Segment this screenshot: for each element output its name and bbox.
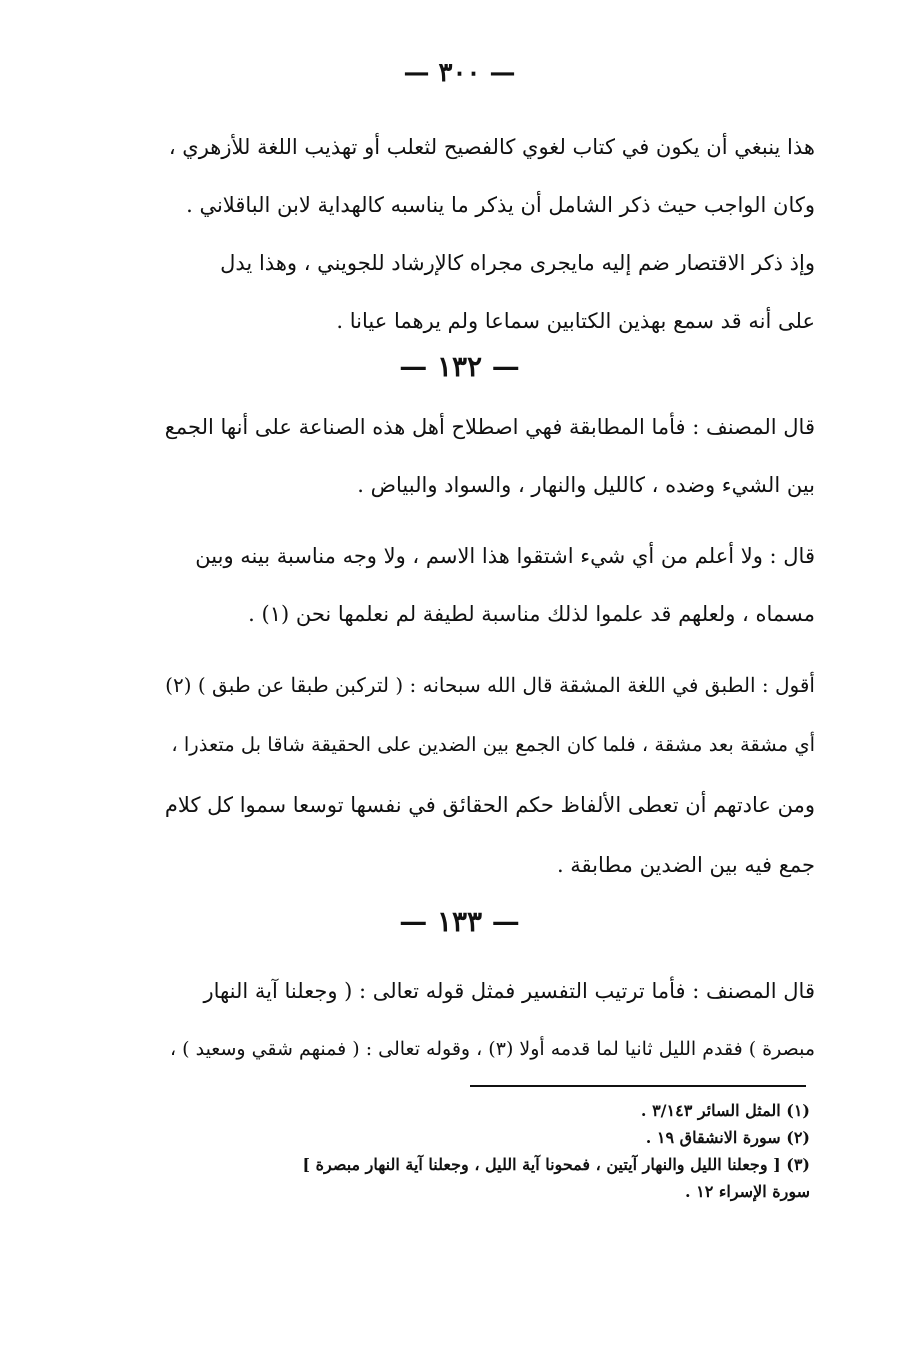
- section-132-paragraph-3: [160, 655, 815, 895]
- text-line: ومن عادتهم أن تعطى الألفاظ حكم الحقائق في نفسها توسعا سموا كل كلام: [164, 793, 815, 817]
- text-line: قال المصنف : فأما ترتيب التفسير فمثل قوله تعالى : ( وجعلنا آية النهار: [203, 979, 815, 1003]
- section-heading-133: — ١٣٣ —: [399, 905, 520, 938]
- section-heading-132: — ١٣٢ —: [399, 350, 520, 383]
- text-line: على أنه قد سمع بهذين الكتابين سماعا ولم يرهما عيانا .: [336, 309, 815, 333]
- text-line: أقول : الطبق في اللغة المشقة قال الله سبحانه : ( لتركبن طبقا عن طبق ) (٢): [165, 673, 815, 697]
- text-line: جمع فيه بين الضدين مطابقة .: [556, 853, 815, 877]
- section-132-paragraph-2: [160, 527, 815, 643]
- text-line: قال : ولا أعلم من أي شيء اشتقوا هذا الاسم ، ولا وجه مناسبة بينه وبين: [195, 544, 815, 568]
- text-line: هذا ينبغي أن يكون في كتاب لغوي كالفصيح لثعلب أو تهذيب اللغة للأزهري ،: [168, 135, 815, 159]
- page-number: — ٣٠٠ —: [403, 58, 516, 88]
- footnote-2: (٢) سورة الانشقاق ١٩ .: [645, 1128, 810, 1147]
- text-line: أي مشقة بعد مشقة ، فلما كان الجمع بين الضدين على الحقيقة شاقا بل متعذرا ،: [171, 733, 815, 756]
- footnote-3: (٣) [ وجعلنا الليل والنهار آيتين ، فمحونا آية الليل ، وجعلنا آية النهار مبصرة ]: [302, 1155, 810, 1174]
- footnotes: [150, 1097, 810, 1205]
- footnote-separator: [470, 1085, 806, 1087]
- text-line: مبصرة ) فقدم الليل ثانيا لما قدمه أولا (٣) ، وقوله تعالى : ( فمنهم شقي وسعيد ) ،: [169, 1038, 815, 1060]
- footnote-1: (١) المثل السائر ٣/١٤٣ .: [640, 1101, 810, 1120]
- text-line: بين الشيء وضده ، كالليل والنهار ، والسواد والبياض .: [357, 473, 815, 497]
- text-line: قال المصنف : فأما المطابقة فهي اصطلاح أهل هذه الصناعة على أنها الجمع: [164, 415, 815, 439]
- text-line: وإذ ذكر الاقتصار ضم إليه مايجرى مجراه كالإرشاد للجويني ، وهذا يدل: [220, 251, 815, 275]
- text-line: وكان الواجب حيث ذكر الشامل أن يذكر ما يناسبه كالهداية لابن الباقلاني .: [186, 193, 815, 217]
- section-132-paragraph-1: [160, 398, 815, 514]
- text-line: مسماه ، ولعلهم قد علموا لذلك مناسبة لطيفة لم نعلمها نحن (١) .: [248, 602, 815, 626]
- footnote-3-continued: سورة الإسراء ١٢ .: [684, 1182, 810, 1201]
- section-133-paragraph-1: [160, 962, 815, 1078]
- intro-paragraph: [160, 118, 815, 350]
